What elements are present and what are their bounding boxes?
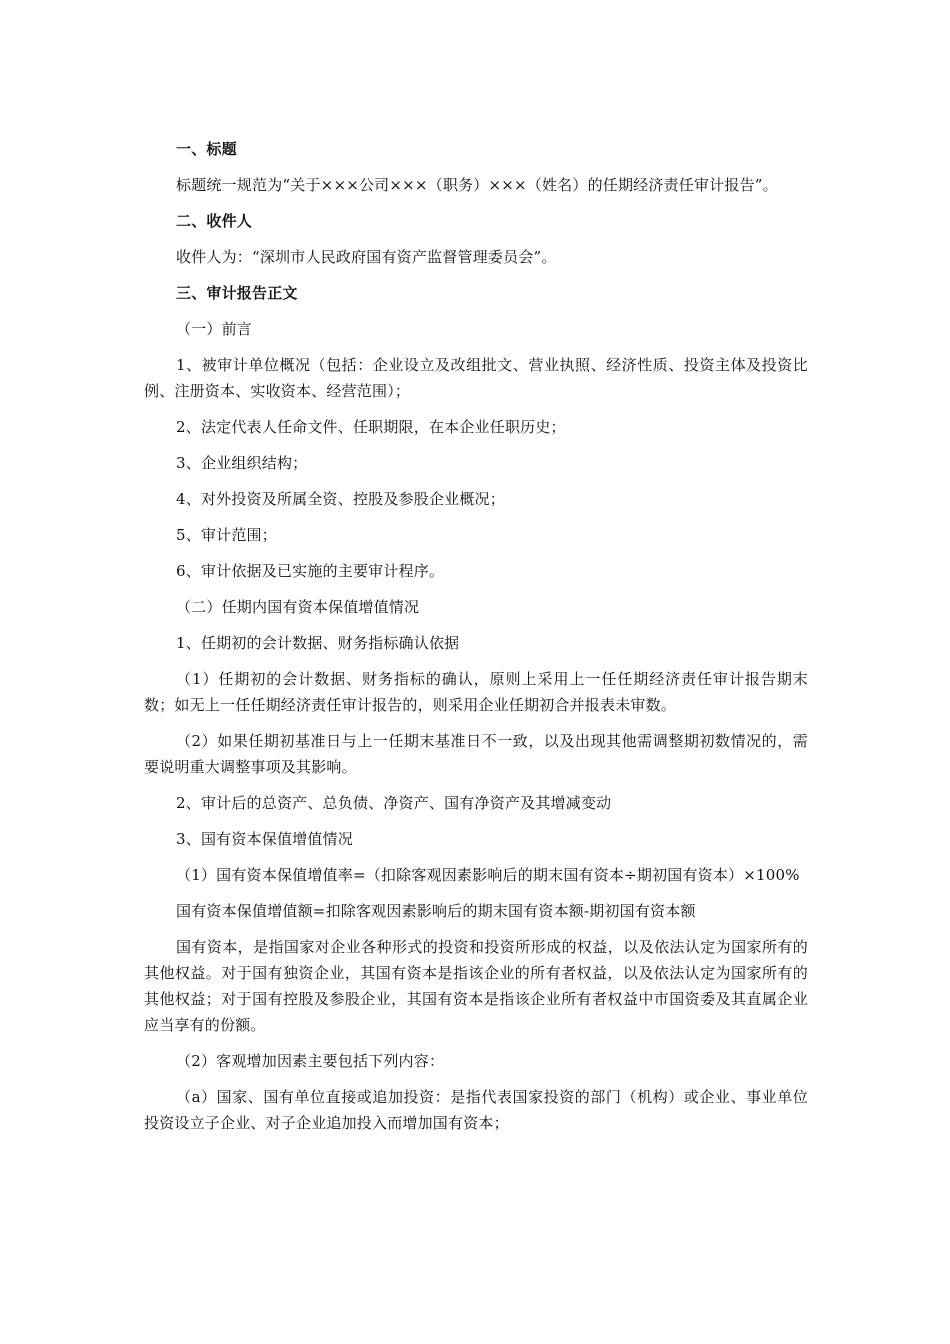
paragraph: 收件人为：“深圳市人民政府国有资产监督管理委员会”。 [176, 248, 557, 266]
paragraph: （2）客观增加因素主要包括下列内容： [176, 1052, 445, 1070]
subheading-capital: （二）任期内国有资本保值增值情况 [176, 598, 420, 616]
document-body [144, 136, 808, 1136]
paragraph: 3、国有资本保值增值情况 [176, 830, 353, 848]
paragraph: 3、企业组织结构； [176, 454, 308, 472]
heading-title: 一、标题 [176, 140, 237, 158]
paragraph: 标题统一规范为“关于×××公司×××（职务）×××（姓名）的任期经济责任审计报告”。 [176, 176, 778, 194]
paragraph: 6、审计依据及已实施的主要审计程序。 [176, 562, 445, 580]
heading-recipient: 二、收件人 [176, 212, 253, 230]
paragraph: （2）如果任期初基准日与上一任期末基准日不一致，以及出现其他需调整期初数情况的，需要说明重大调整事项及其影响。 [144, 732, 808, 776]
paragraph: （a）国家、国有单位直接或追加投资：是指代表国家投资的部门（机构）或企业、事业单位投资设立子企业、对子企业追加投入而增加国有资本； [144, 1088, 808, 1132]
paragraph-formula-rate: （1）国有资本保值增值率=（扣除客观因素影响后的期末国有资本÷期初国有资本）×100% [176, 866, 800, 884]
heading-report-body: 三、审计报告正文 [176, 284, 298, 302]
paragraph: 2、法定代表人任命文件、任职期限，在本企业任职历史； [176, 418, 566, 436]
paragraph: 5、审计范围； [176, 526, 277, 544]
paragraph-definition: 国有资本，是指国家对企业各种形式的投资和投资所形成的权益，以及依法认定为国家所有的其他权益。对于国有独资企业，其国有资本是指该企业的所有者权益，以及依法认定为国家所有的其他权益；对于国有控股及参股企业，其国有资本是指该企业所有者权益中市国资委及其直属企业应当享有的份额。 [144, 938, 808, 1034]
subheading-preface: （一）前言 [176, 320, 253, 338]
paragraph: 1、被审计单位概况（包括：企业设立及改组批文、营业执照、经济性质、投资主体及投资比例、注册资本、实收资本、经营范围）； [144, 356, 808, 400]
paragraph: （1）任期初的会计数据、财务指标的确认，原则上采用上一任任期经济责任审计报告期末数；如无上一任任期经济责任审计报告的，则采用企业任期初合并报表未审数。 [144, 670, 808, 714]
paragraph: 1、任期初的会计数据、财务指标确认依据 [176, 634, 460, 652]
paragraph: 4、对外投资及所属全资、控股及参股企业概况； [176, 490, 505, 508]
paragraph: 2、审计后的总资产、总负债、净资产、国有净资产及其增减变动 [176, 794, 612, 812]
paragraph-formula-amount: 国有资本保值增值额=扣除客观因素影响后的期末国有资本额-期初国有资本额 [176, 902, 696, 920]
